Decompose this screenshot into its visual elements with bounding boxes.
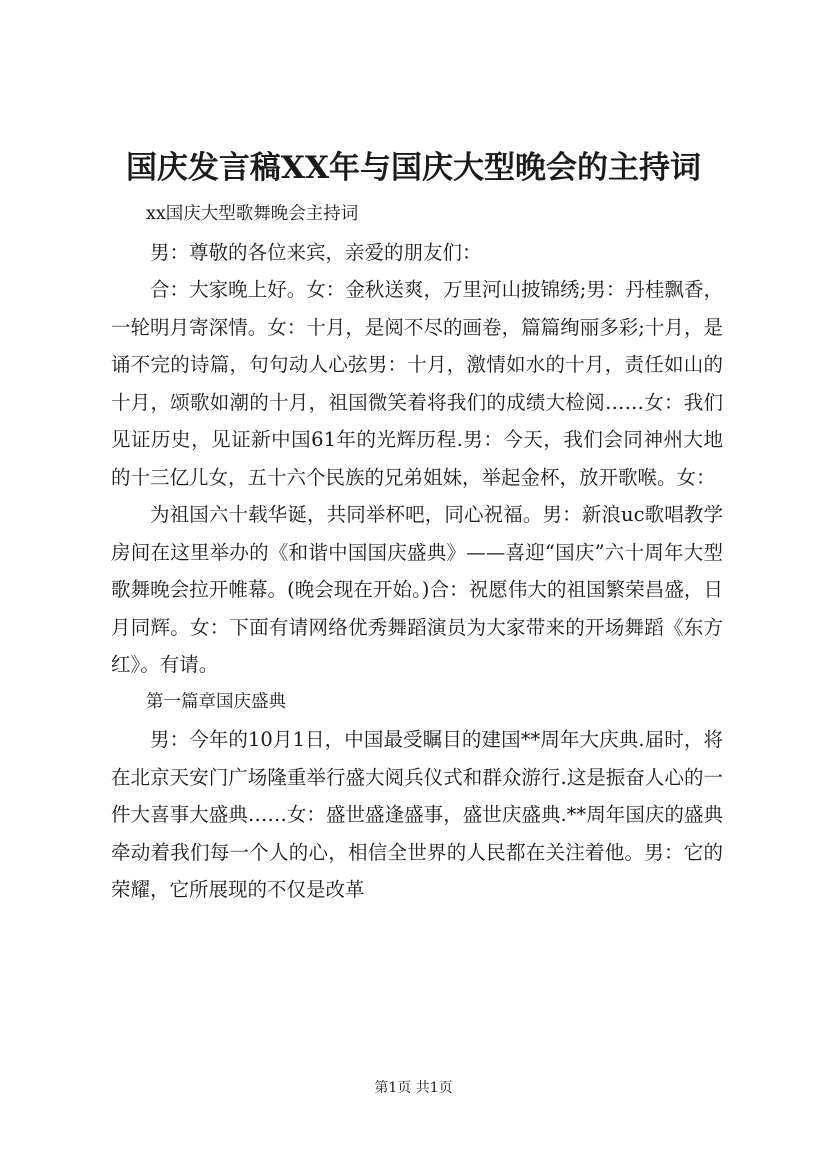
document-body — [111, 196, 723, 909]
section-heading: 第一篇章国庆盛典 — [146, 691, 286, 712]
paragraph-subtitle: xx国庆大型歌舞晚会主持词 — [146, 204, 359, 224]
paragraph-opening: 合：大家晚上好。女：金秋送爽，万里河山披锦绣;男：丹桂飘香，一轮明月寄深情。女：十月，是阅不尽的画卷，篇篇绚丽多彩;十月，是诵不完的诗篇，句句动人心弦男：十月，激情如水的十月，责任如山的十月，颂歌如潮的十月，祖国微笑着将我们的成绩大检阅……女：我们见证历史，见证新中国61年的光辉历程.男：今天，我们会同神州大地的十三亿儿女，五十六个民族的兄弟姐妹，举起金杯，放开歌喉。女： — [111, 278, 723, 489]
document-title: 国庆发言稿XX年与国庆大型晚会的主持词 — [125, 150, 702, 186]
paragraph-greeting: 男：尊敬的各位来宾，亲爱的朋友们： — [150, 240, 482, 264]
page-footer: 第1页 共1页 — [374, 1080, 453, 1096]
paragraph-toast: 为祖国六十载华诞，共同举杯吧，同心祝福。男：新浪uc歌唱教学房间在这里举办的《和谐中国国庆盛典》——喜迎“国庆”六十周年大型歌舞晚会拉开帷幕。(晚会现在开始。)合：祝愿伟大的祖国繁荣昌盛，日月同辉。女：下面有请网络优秀舞蹈演员为大家带来的开场舞蹈《东方红》。有请。 — [111, 503, 723, 676]
paragraph-ceremony: 男：今年的10月1日，中国最受瞩目的建国**周年大庆典.届时，将在北京天安门广场隆重举行盛大阅兵仪式和群众游行.这是振奋人心的一件大喜事大盛典……女：盛世盛逢盛事，盛世庆盛典.**周年国庆的盛典牵动着我们每一个人的心，相信全世界的人民都在关注着他。男：它的荣耀，它所展现的不仅是改革 — [111, 728, 723, 901]
